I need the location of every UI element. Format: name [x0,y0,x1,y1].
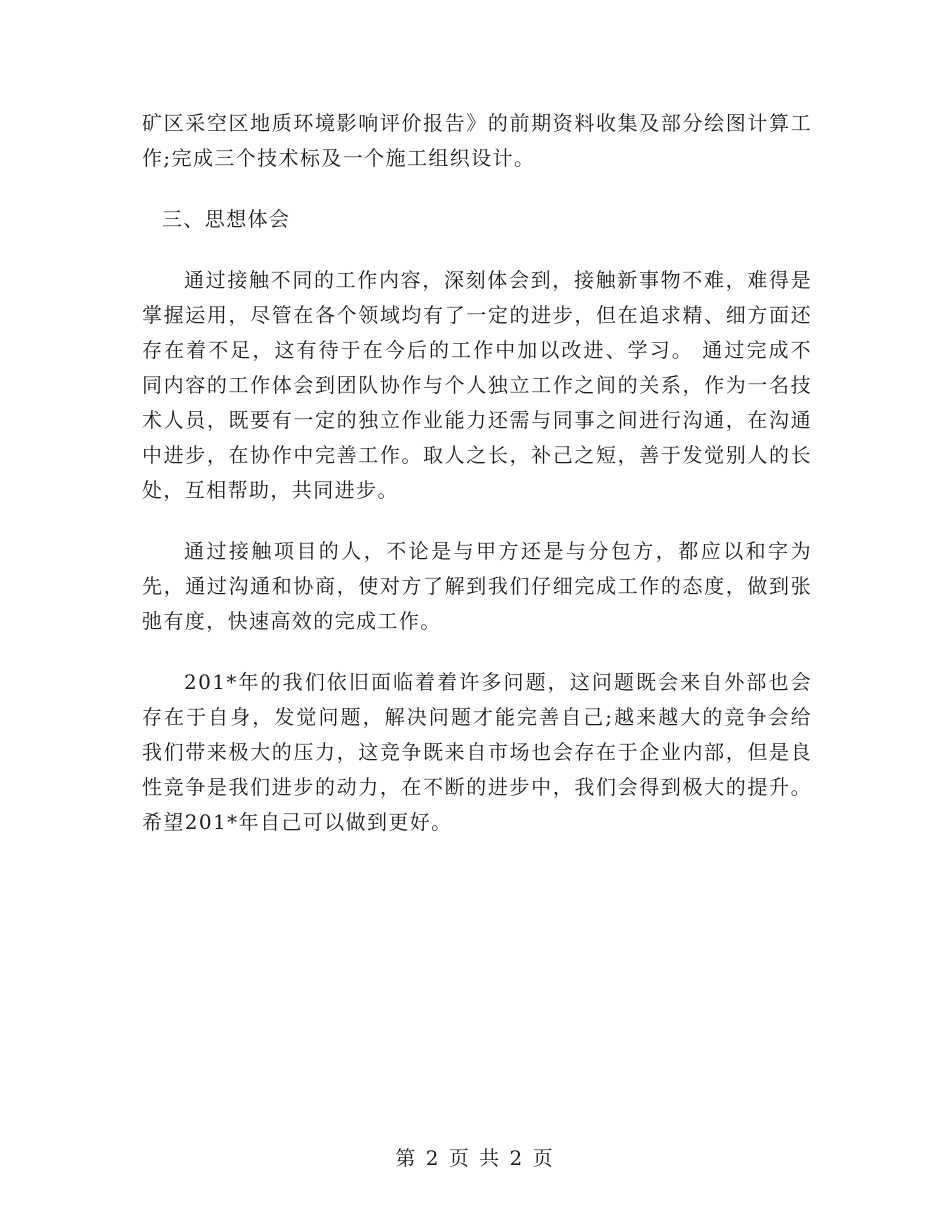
document-body [142,106,812,840]
paragraph-reflection-teamwork: 通过接触不同的工作内容，深刻体会到，接触新事物不难，难得是掌握运用，尽管在各个领域均有了一定的进步，但在追求精、细方面还存在着不足，这有待于在今后的工作中加以改进、学习。 通过完成不同内容的工作体会到团队协作与个人独立工作之间的关系，作为一名技术人员，既要有一定的独立作业能力还需与同事之间进行沟通，在沟通中进步，在协作中完善工作。取人之长，补己之短，善于发觉别人的长处，互相帮助，共同进步。 [142,268,812,502]
page-number-footer: 第 2 页 共 2 页 [395,1146,555,1170]
section-heading-reflections: 三、思想体会 [162,207,291,231]
paragraph-intro-continuation: 矿区采空区地质环境影响评价报告》的前期资料收集及部分绘图计算工作;完成三个技术标及一个施工组织设计。 [142,111,812,170]
paragraph-outlook: 201*年的我们依旧面临着着许多问题，这问题既会来自外部也会存在于自身，发觉问题，解决问题才能完善自己;越来越大的竞争会给我们带来极大的压力，这竞争既来自市场也会存在于企业内部，但是良性竞争是我们进步的动力，在不断的进步中，我们会得到极大的提升。希望201*年自己可以做到更好。 [142,670,812,834]
paragraph-reflection-communication: 通过接触项目的人，不论是与甲方还是与分包方，都应以和字为先，通过沟通和协商，使对方了解到我们仔细完成工作的态度，做到张弛有度，快速高效的完成工作。 [142,539,812,633]
